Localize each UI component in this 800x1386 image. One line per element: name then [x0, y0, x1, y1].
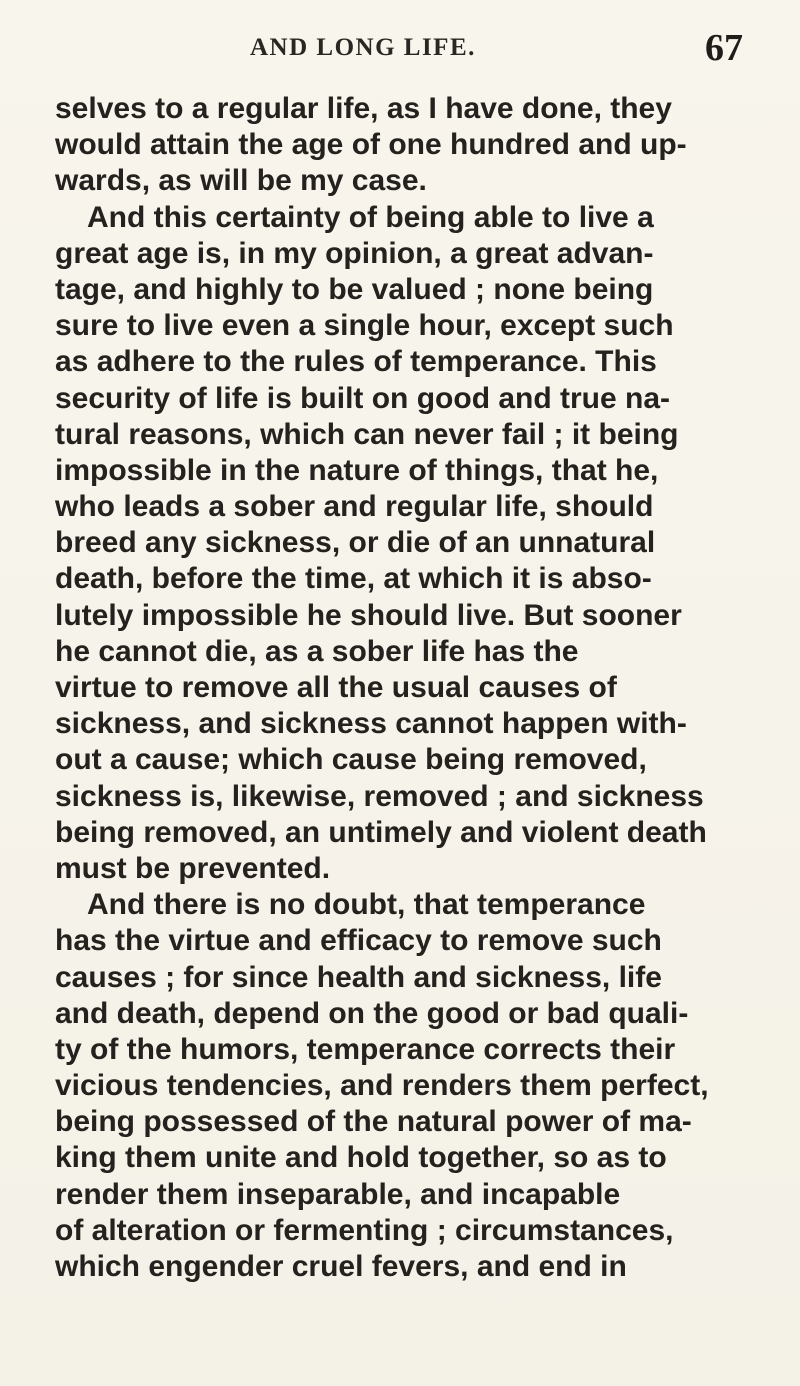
- text-line: being possessed of the natural power of ma-: [55, 1105, 692, 1139]
- text-line: And this certainty of being able to live a: [87, 200, 654, 234]
- text-line: of alteration or fermenting ; circumstances,: [55, 1213, 674, 1247]
- text-line: great age is, in my opinion, a great advan-: [55, 236, 654, 270]
- text-line: vicious tendencies, and renders them perfect,: [55, 1069, 709, 1103]
- text-line: would attain the age of one hundred and up-: [55, 128, 687, 162]
- text-line: being removed, an untimely and violent death: [55, 815, 707, 849]
- text-line: sure to live even a single hour, except such: [55, 309, 674, 343]
- text-line: who leads a sober and regular life, should: [55, 490, 654, 524]
- text-line: as adhere to the rules of temperance. This: [55, 345, 657, 379]
- text-line: must be prevented.: [55, 851, 331, 885]
- text-line: has the virtue and efficacy to remove such: [55, 924, 662, 958]
- body-text: [55, 91, 775, 1285]
- text-line: he cannot die, as a sober life has the: [55, 634, 579, 668]
- text-line: and death, depend on the good or bad quali-: [55, 996, 689, 1030]
- text-line: impossible in the nature of things, that he,: [55, 453, 659, 487]
- text-line: security of life is built on good and true na-: [55, 381, 671, 415]
- text-line: sickness, and sickness cannot happen with-: [55, 707, 687, 741]
- text-line: selves to a regular life, as I have done, they: [55, 92, 672, 125]
- text-line: breed any sickness, or die of an unnatural: [55, 526, 656, 560]
- text-line: lutely impossible he should live. But sooner: [55, 598, 682, 632]
- running-head: AND LONG LIFE.: [250, 34, 476, 61]
- text-line: death, before the time, at which it is abso-: [55, 562, 652, 596]
- text-line: And there is no doubt, that temperance: [87, 888, 646, 922]
- text-line: render them inseparable, and incapable: [55, 1177, 621, 1211]
- text-line: ty of the humors, temperance corrects their: [55, 1032, 676, 1066]
- text-line: wards, as will be my case.: [55, 164, 427, 198]
- text-line: king them unite and hold together, so as to: [55, 1141, 667, 1175]
- text-line: tage, and highly to be valued ; none being: [55, 272, 654, 306]
- text-line: tural reasons, which can never fail ; it being: [55, 417, 679, 451]
- page-number: 67: [705, 27, 743, 69]
- text-line: causes ; for since health and sickness, life: [55, 960, 662, 994]
- text-line: sickness is, likewise, removed ; and sickness: [55, 779, 704, 813]
- text-line: virtue to remove all the usual causes of: [55, 671, 617, 704]
- text-line: which engender cruel fevers, and end in: [55, 1250, 627, 1283]
- text-line: out a cause; which cause being removed,: [55, 743, 647, 777]
